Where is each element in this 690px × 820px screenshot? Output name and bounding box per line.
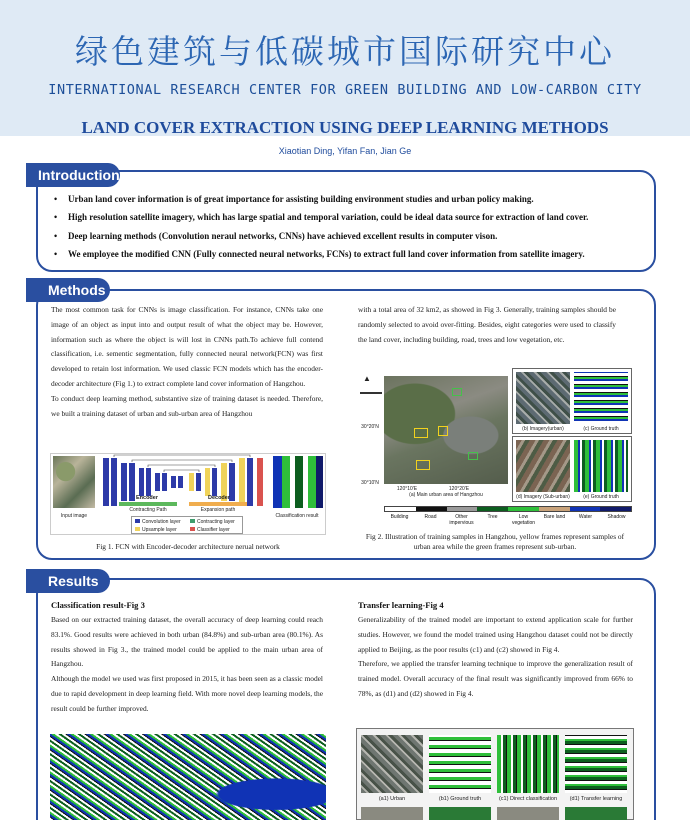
results-heading: Results <box>26 569 110 593</box>
class-label: Shadow <box>607 514 626 520</box>
legend-item: Contracting layer <box>190 519 242 525</box>
class-label: Low vegetation <box>511 514 536 526</box>
class-swatch <box>600 507 631 511</box>
fig1-legend <box>131 516 243 534</box>
results-right-heading: Transfer learning-Fig 4 <box>358 600 444 610</box>
main-map-label: (a) Main urban area of Hangzhou <box>409 492 483 498</box>
results-right-text: Generalizability of the trained model are important to extend application scale for further studies. However, we found the model trained using Hangzhou dataset could not be directly applied to Beijing, as the poor results (c1) and (c2) showed in Fig 4. Therefore, we applied the transfer learning technique to improve the generalization result of trained model. Overall accuracy of the final result was significantly improved from 66% to 78%, as (d1) and (d2) showed in Fig 4. <box>358 615 633 698</box>
urban-sample-frames <box>414 428 428 438</box>
bullet-item: • High resolution satellite imagery, which has large spatial and temporal variation, could be ideal data source for extraction of land cover. <box>54 211 664 229</box>
introduction-heading: Introduction <box>26 163 120 187</box>
results-left-text: Based on our extracted training dataset, the overall accuracy of deep learning could reach 83.1%. Good results were achieved in both urban (84.8%) and sub-urban area (80.1%). As results showed in Fig 3., the trained model could be applied to the main urban area of Hangzhou. Although the model we used was first proposed in 2015, it has been seen as a classic model due to rapid development in deep learning field. With more novel deep learning models, the result could be further improved. <box>51 615 323 713</box>
legend-item: Upsample layer <box>135 527 187 533</box>
fig4-direct-classification <box>497 735 559 793</box>
class-swatch <box>539 507 570 511</box>
class-swatch <box>477 507 508 511</box>
legend-swatch <box>190 527 195 531</box>
encoder-label: Encoder <box>135 495 158 501</box>
class-swatch <box>447 507 478 511</box>
legend-swatch <box>190 519 195 523</box>
methods-heading: Methods <box>26 278 110 302</box>
fig3-classification-map <box>50 734 326 820</box>
urban-imagery-label: (b) Imagery(urban) <box>522 426 564 432</box>
lat-bottom-label: 30°10'N <box>361 480 379 486</box>
contracting-arrow <box>119 502 177 506</box>
lat-top-label: 30°20'N <box>361 424 379 430</box>
expansion-arrow <box>189 502 247 506</box>
class-swatch <box>385 507 416 511</box>
class-swatch <box>570 507 601 511</box>
class-legend-swatches <box>384 506 632 512</box>
class-swatch <box>508 507 539 511</box>
legend-item: Classifier layer <box>190 527 242 533</box>
class-label: Bare land <box>543 514 566 520</box>
bullet-item: • Urban land cover information is of great importance for assisting building environment studies and urban policy making. <box>54 193 664 211</box>
authors: Xiaotian Ding, Yifan Fan, Jian Ge <box>278 146 412 156</box>
suburban-imagery <box>516 440 570 492</box>
fig4-figure <box>356 728 634 820</box>
bullet-item: • Deep learning methods (Convolution neraul networks, CNNs) have achieved excellent results in computer vison. <box>54 230 664 248</box>
urban-gt-label: (c) Ground truth <box>583 426 619 432</box>
bullet-item: • We employee the modified CNN (Fully connected neural networks, FCNs) to extract full land cover information from satellite imagery. <box>54 248 664 266</box>
lon-right-label: 120°20'E <box>448 486 470 492</box>
fig1-diagram <box>50 453 326 535</box>
introduction-bullets <box>54 193 664 266</box>
urban-sample-frames <box>416 460 430 470</box>
class-label: Road <box>424 514 437 520</box>
expansion-label: Expansion path <box>200 507 236 513</box>
class-label: Other impervious <box>449 514 474 526</box>
class-label: Water <box>578 514 593 520</box>
suburban-gt-label: (e) Ground truth <box>583 494 619 500</box>
legend-item: Convolution layer <box>135 519 187 525</box>
urban-ground-truth <box>574 372 628 424</box>
fig4-label-a1: (a1) Urban <box>378 796 406 802</box>
north-arrow-icon: ▲ <box>363 374 371 383</box>
fig2-caption: Fig 2. Illustration of training samples in Hangzhou, yellow frames represent samples of urban area while the green frames represent sub-urban. <box>365 532 625 551</box>
suburban-sample-frames <box>452 388 462 396</box>
fig4-urban-image <box>361 735 423 793</box>
lon-left-label: 120°10'E <box>396 486 418 492</box>
results-left-heading: Classification result-Fig 3 <box>51 600 145 610</box>
class-label: Building <box>390 514 409 520</box>
class-swatch <box>416 507 447 511</box>
classification-result-image <box>273 456 323 508</box>
fig2-figure <box>358 368 634 530</box>
methods-right-text: with a total area of 32 km2, as showed in Fig 3. Generally, training samples should be randomly selected to avoid over-fitting. Besides, eight categories were used to classify the land cover, including building, road, trees and low vegetation, etc. <box>358 305 616 344</box>
classification-result-label: Classification result <box>275 513 319 519</box>
input-image <box>53 456 95 508</box>
class-legend <box>384 506 632 530</box>
suburban-imagery-label: (d) Imagery (Sub-urban) <box>516 494 570 500</box>
fig4-transfer-learning <box>565 735 627 793</box>
input-image-label: Input image <box>60 513 88 519</box>
suburban-sample-frames <box>468 452 478 460</box>
urban-sample-frames <box>438 426 448 436</box>
fig4-label-c1: (c1) Direct classification <box>498 796 558 802</box>
scale-bar <box>360 392 382 394</box>
poster-title: LAND COVER EXTRACTION USING DEEP LEARNING METHODS <box>81 118 609 137</box>
fig4-label-d1: (d1) Transfer learning <box>569 796 623 802</box>
legend-swatch <box>135 519 140 523</box>
class-label: Tree <box>487 514 498 520</box>
legend-swatch <box>135 527 140 531</box>
methods-left-text: The most common task for CNNs is image classification. For instance, CNNs take one image of an object as input into and output result of what the object may be. However, information such as where the object is will lost in CNNs path.To achieve full contend classification, i.e. sementic segmentation, fully connected neural network(FCN) was first developed to retain lost information. We used classic FCN models which has the encoder-decoder architecture (Fig 1.) to extract complete land cover information of Hangzhou. To conduct deep learning method, substantive size of training dataset is needed. Therefore, we built a training dataset of urban and sub-urban area of Hangzhou <box>51 305 323 418</box>
urban-imagery <box>516 372 570 424</box>
class-legend-labels <box>384 514 632 530</box>
suburban-ground-truth <box>574 440 628 492</box>
decoder-label: Decoder <box>207 495 230 501</box>
fig4-second-row <box>361 807 627 820</box>
org-name: INTERNATIONAL RESEARCH CENTER FOR GREEN BUILDING AND LOW-CARBON CITY <box>48 82 642 98</box>
fig4-label-b1: (b1) Ground truth <box>438 796 482 802</box>
contracting-label: Contracting Path <box>129 507 167 513</box>
chinese-title: 绿色建筑与低碳城市国际研究中心 <box>75 32 615 71</box>
fig1-caption: Fig 1. FCN with Encoder-decoder architecture nerual network <box>96 542 280 551</box>
fig4-ground-truth <box>429 735 491 793</box>
